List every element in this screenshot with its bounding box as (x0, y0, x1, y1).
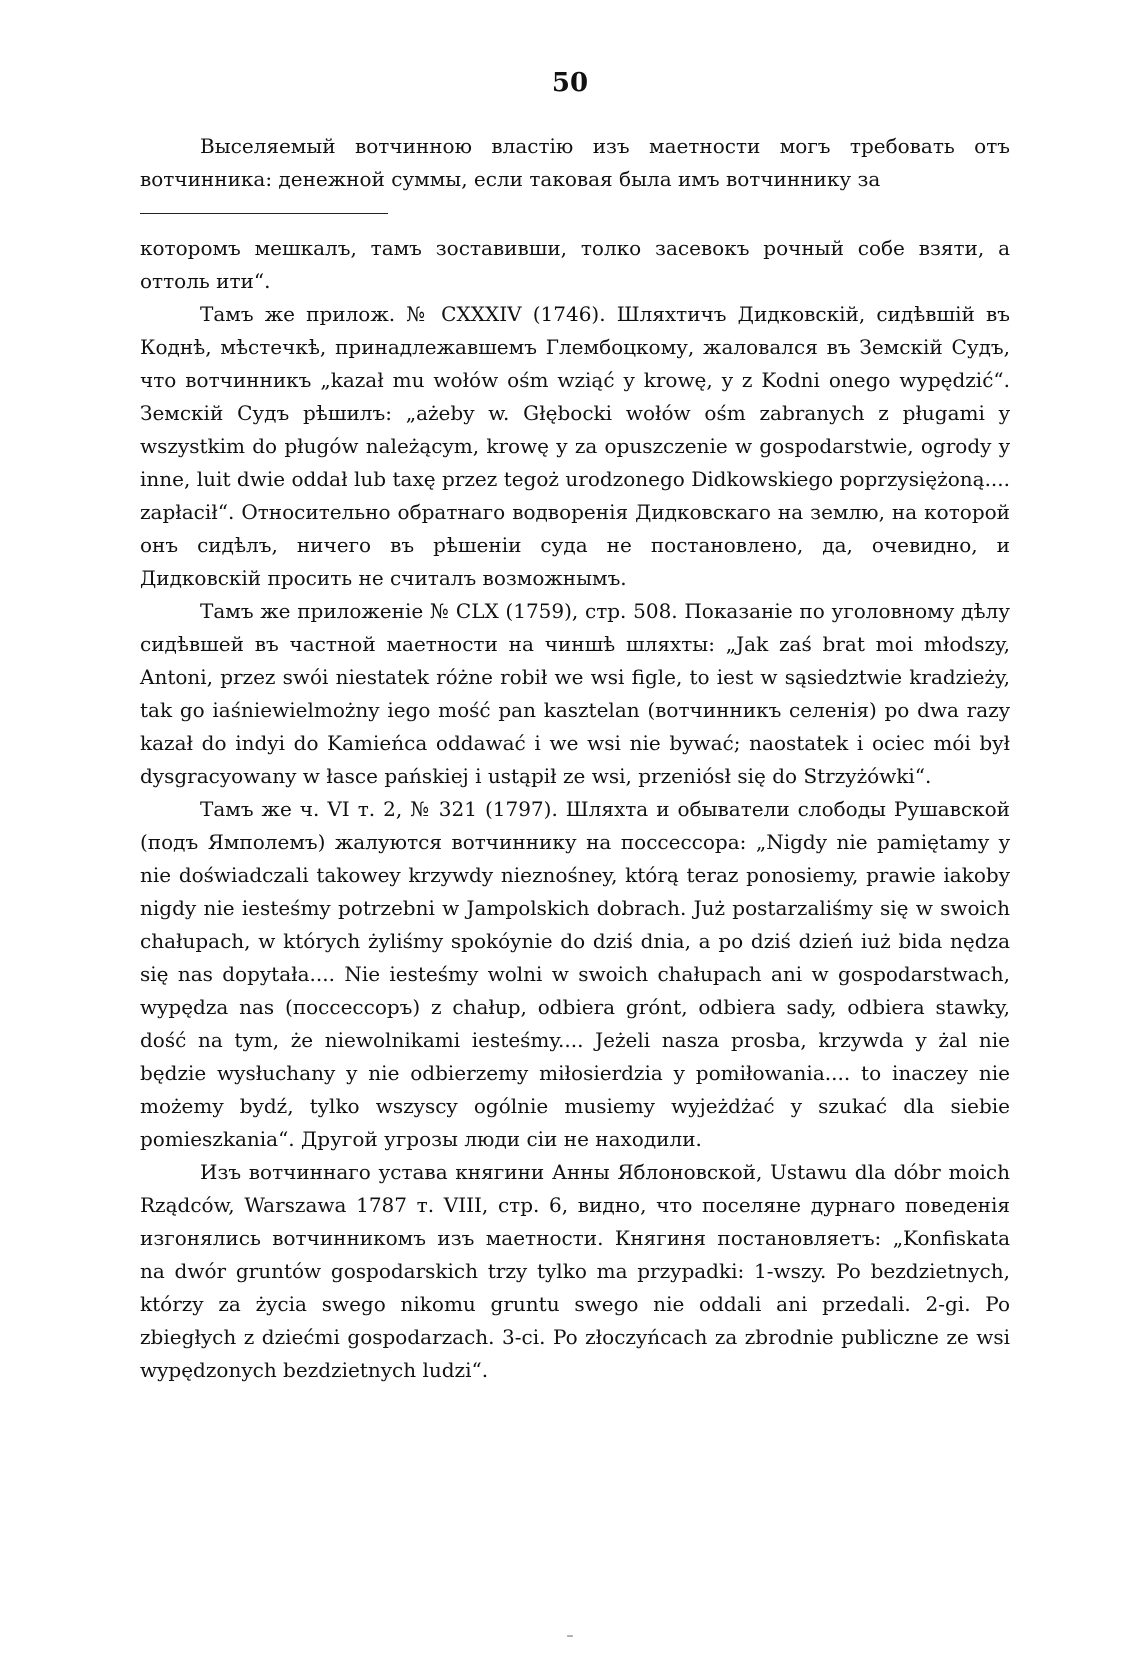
footnote-divider (140, 213, 388, 214)
paragraph-1: Выселяемый вотчинною властію изъ маетности могъ требовать отъ вотчинника: денежной суммы, если таковая была имъ вотчиннику за (140, 134, 1010, 191)
paragraph-6: Изъ вотчиннаго устава княгини Анны Яблоновской, Ustawu dla dóbr moich Rządców, Warszawa 1787 т. VIII, стр. 6, видно, что поселяне дурнаго поведенія изгонялись вотчинникомъ изъ маетности. Княгиня постановляетъ: „Konfiskata na dwór gruntów gospodarskich trzy tylko ma przypadki: 1-wszy. Po bezdzietnych, którzy za życia swego nikomu gruntu swego nie oddali ani przedali. 2-gi. Po zbiegłych z dziećmi gospodarzach. 3-ci. Po złoczyńcach za zbrodnie publiczne ze wsi wypędzonych bezdzietnych ludzi“. (140, 1160, 1010, 1382)
paragraph-2: которомъ мешкалъ, тамъ зоставивши, толко засевокъ рочный собе взяти, а оттоль ити“. (140, 236, 1010, 293)
paragraph-5: Тамъ же ч. VI т. 2, № 321 (1797). Шляхта и обыватели слободы Рушавской (подъ Ямполемъ) жалуются вотчиннику на поссессора: „Nigdy nie pamiętamy y nie doświadczali takowey krzywdy nieznośney, którą teraz ponosiemy, prawie iakoby nigdy nie iesteśmy potrzebni w Jampolskich dobrach. Już postarzaliśmy się w swoich chałupach, w których żyliśmy spokóynie do dziś dnia, a po dziś dzień iuż bida nędza się nas dopytała.... Nie iesteśmy wolni w swoich chałupach ani w gospodarstwach, wypędza nas (поссессоръ) z chałup, odbiera grónt, odbiera sady, odbiera stawky, dość na tym, że niewolnikami iesteśmy.... Jeżeli nasza prosba, krzywda y żal nie będzie wysłuchany y nie odbierzemy miłosierdzia y pomiłowania.... to inaczey nie możemy bydź, tylko wszyscy ogólnie musiemy wyjeżdżać y szukać dla siebie pomieszkania“. Другой угрозы люди сіи не находили. (140, 797, 1010, 1151)
page-number: 50 (551, 68, 589, 98)
paragraph-4: Тамъ же приложеніе № CLX (1759), стр. 508. Показаніе по уголовному дѣлу сидѣвшей въ частной маетности на чиншѣ шляхты: „Jak zaś brat moi młodszy, Antoni, przez swói niestatek różne robił we wsi figle, to iest w sąsiedztwie kradzieży, tak go iaśniewielmożny iego mość pan kasztelan (вотчинникъ селенія) po dwa razy kazał do indyi do Kamieńca oddawać i we wsi nie bywać; naostatek i ociec mói był dysgracyowany w łasce pańskiej i ustąpił ze wsi, przeniósł się do Strzyżówki“. (140, 599, 1010, 788)
main-text-body (140, 232, 1010, 1387)
paragraph-3: Тамъ же прилож. № CXXXIV (1746). Шляхтичъ Дидковскій, сидѣвшій въ Коднѣ, мѣстечкѣ, принадлежавшемъ Глембоцкому, жаловался въ Земскій Судъ, что вотчинникъ „kazał mu wołów ośm wziąć y krowę, y z Kodni onego wypędzić“. Земскій Судъ рѣшилъ: „ażeby w. Głębocki wołów ośm zabranych z pługami y wszystkim do pługów należącym, krowę y za opuszczenie w gospodarstwie, ogrody y inne, luit dwie oddał lub taxę przez tegoż urodzonego Didkowskiego poprzysiężoną.... zapłacił“. Относительно обратнаго водворенія Дидковскаго на землю, на которой онъ сидѣлъ, ничего въ рѣшеніи суда не постановлено, да, очевидно, и Дидковскій просить не считалъ возможнымъ. (140, 302, 1010, 590)
main-text-top (140, 130, 1010, 196)
footer-mark: – (566, 1628, 574, 1644)
